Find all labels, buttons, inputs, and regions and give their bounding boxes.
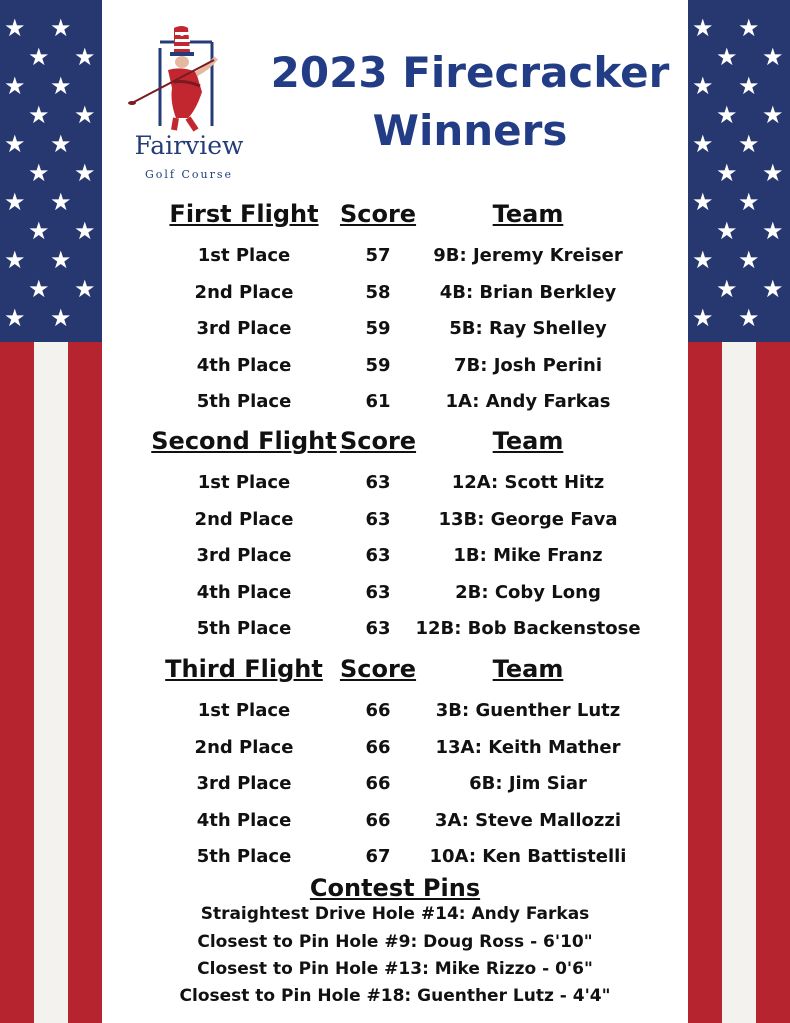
star-icon: ★ — [4, 246, 26, 274]
place-cell: 3rd Place — [196, 318, 292, 340]
star-icon: ★ — [74, 275, 96, 303]
flag-left — [0, 0, 102, 1023]
star-icon: ★ — [692, 304, 714, 332]
team-header: Team — [492, 200, 564, 228]
team-cell: 1A: Andy Farkas — [445, 391, 611, 413]
score-header: Score — [339, 200, 417, 228]
team-cell: 4B: Brian Berkley — [439, 281, 617, 303]
star-icon: ★ — [762, 101, 784, 129]
star-icon: ★ — [50, 304, 72, 332]
star-icon: ★ — [50, 14, 72, 42]
star-icon: ★ — [762, 275, 784, 303]
place-cell: 1st Place — [197, 245, 291, 266]
star-icon: ★ — [28, 101, 50, 129]
place-cell: 1st Place — [197, 472, 291, 493]
score-header: Score — [339, 655, 417, 683]
star-icon: ★ — [692, 188, 714, 216]
place-cell: 1st Place — [197, 700, 291, 721]
team-cell: 3B: Guenther Lutz — [435, 700, 621, 721]
star-icon: ★ — [738, 246, 760, 274]
score-cell: 66 — [365, 773, 391, 795]
star-icon: ★ — [74, 101, 96, 129]
star-icon: ★ — [738, 304, 760, 332]
star-icon: ★ — [738, 72, 760, 100]
team-cell: 13B: George Fava — [438, 508, 618, 530]
score-header: Score — [339, 427, 417, 455]
flag-canton — [688, 0, 790, 342]
star-icon: ★ — [716, 101, 738, 129]
star-icon: ★ — [762, 159, 784, 187]
team-cell: 2B: Coby Long — [455, 581, 601, 603]
star-icon: ★ — [716, 159, 738, 187]
star-icon: ★ — [716, 217, 738, 245]
score-cell: 63 — [365, 618, 391, 640]
flight-header: Third Flight — [165, 655, 323, 683]
star-icon: ★ — [4, 14, 26, 42]
star-icon: ★ — [4, 130, 26, 158]
star-icon: ★ — [692, 130, 714, 158]
score-cell: 66 — [365, 809, 391, 831]
team-cell: 13A: Keith Mather — [435, 736, 621, 758]
title-line-2: Winners — [372, 106, 568, 155]
star-icon: ★ — [716, 43, 738, 71]
score-cell: 63 — [365, 545, 391, 567]
place-cell: 4th Place — [196, 354, 292, 376]
star-icon: ★ — [738, 130, 760, 158]
star-icon: ★ — [716, 275, 738, 303]
star-icon: ★ — [738, 188, 760, 216]
score-cell: 57 — [365, 245, 391, 266]
star-icon: ★ — [4, 304, 26, 332]
team-cell: 9B: Jeremy Kreiser — [433, 245, 623, 266]
star-icon: ★ — [28, 159, 50, 187]
team-cell: 5B: Ray Shelley — [449, 318, 607, 340]
star-icon: ★ — [28, 217, 50, 245]
flag-canton — [0, 0, 102, 342]
star-icon: ★ — [4, 72, 26, 100]
star-icon: ★ — [74, 159, 96, 187]
star-icon: ★ — [28, 43, 50, 71]
title-line-1: 2023 Firecracker — [270, 48, 670, 97]
score-cell: 59 — [365, 318, 391, 340]
place-cell: 2nd Place — [194, 281, 294, 303]
logo-subtitle: Golf Course — [144, 168, 234, 181]
score-cell: 63 — [365, 581, 391, 603]
contest-pin-item: Straightest Drive Hole #14: Andy Farkas — [200, 904, 590, 924]
place-cell: 2nd Place — [194, 508, 294, 530]
star-icon: ★ — [50, 246, 72, 274]
logo-name: Fairview — [134, 131, 244, 160]
star-icon: ★ — [692, 246, 714, 274]
score-cell: 61 — [365, 391, 391, 413]
score-cell: 58 — [365, 281, 391, 303]
star-icon: ★ — [4, 188, 26, 216]
team-cell: 6B: Jim Siar — [469, 773, 587, 795]
place-cell: 3rd Place — [196, 773, 292, 795]
flight-header: Second Flight — [151, 427, 337, 455]
star-icon: ★ — [28, 275, 50, 303]
team-cell: 12A: Scott Hitz — [451, 472, 605, 493]
team-cell: 7B: Josh Perini — [454, 354, 602, 376]
team-cell: 12B: Bob Backenstose — [415, 618, 641, 640]
team-cell: 10A: Ken Battistelli — [429, 846, 627, 868]
star-icon: ★ — [74, 43, 96, 71]
star-icon: ★ — [692, 72, 714, 100]
star-icon: ★ — [74, 217, 96, 245]
flag-right — [688, 0, 790, 1023]
place-cell: 5th Place — [196, 846, 292, 868]
score-cell: 66 — [365, 736, 391, 758]
place-cell: 4th Place — [196, 809, 292, 831]
score-cell: 63 — [365, 508, 391, 530]
star-icon: ★ — [50, 130, 72, 158]
star-icon: ★ — [50, 188, 72, 216]
contest-pin-item: Closest to Pin Hole #18: Guenther Lutz - 4'4" — [179, 986, 611, 1006]
contest-pin-item: Closest to Pin Hole #13: Mike Rizzo - 0'6" — [197, 959, 593, 979]
score-cell: 63 — [365, 472, 391, 493]
golfer-logo-icon — [116, 22, 256, 142]
flight-header: First Flight — [169, 200, 319, 228]
place-cell: 3rd Place — [196, 545, 292, 567]
team-cell: 3A: Steve Mallozzi — [434, 809, 622, 831]
score-cell: 59 — [365, 354, 391, 376]
logo — [116, 22, 256, 187]
star-icon: ★ — [762, 217, 784, 245]
place-cell: 4th Place — [196, 581, 292, 603]
team-header: Team — [492, 427, 564, 455]
star-icon: ★ — [50, 72, 72, 100]
team-cell: 1B: Mike Franz — [453, 545, 603, 567]
place-cell: 5th Place — [196, 391, 292, 413]
score-cell: 67 — [365, 846, 391, 868]
place-cell: 5th Place — [196, 618, 292, 640]
score-cell: 66 — [365, 700, 391, 721]
star-icon: ★ — [692, 14, 714, 42]
star-icon: ★ — [738, 14, 760, 42]
contest-pin-item: Closest to Pin Hole #9: Doug Ross - 6'10" — [197, 932, 593, 952]
contest-pins-title: Contest Pins — [309, 874, 481, 902]
star-icon: ★ — [762, 43, 784, 71]
page-title — [250, 44, 690, 160]
place-cell: 2nd Place — [194, 736, 294, 758]
team-header: Team — [492, 655, 564, 683]
